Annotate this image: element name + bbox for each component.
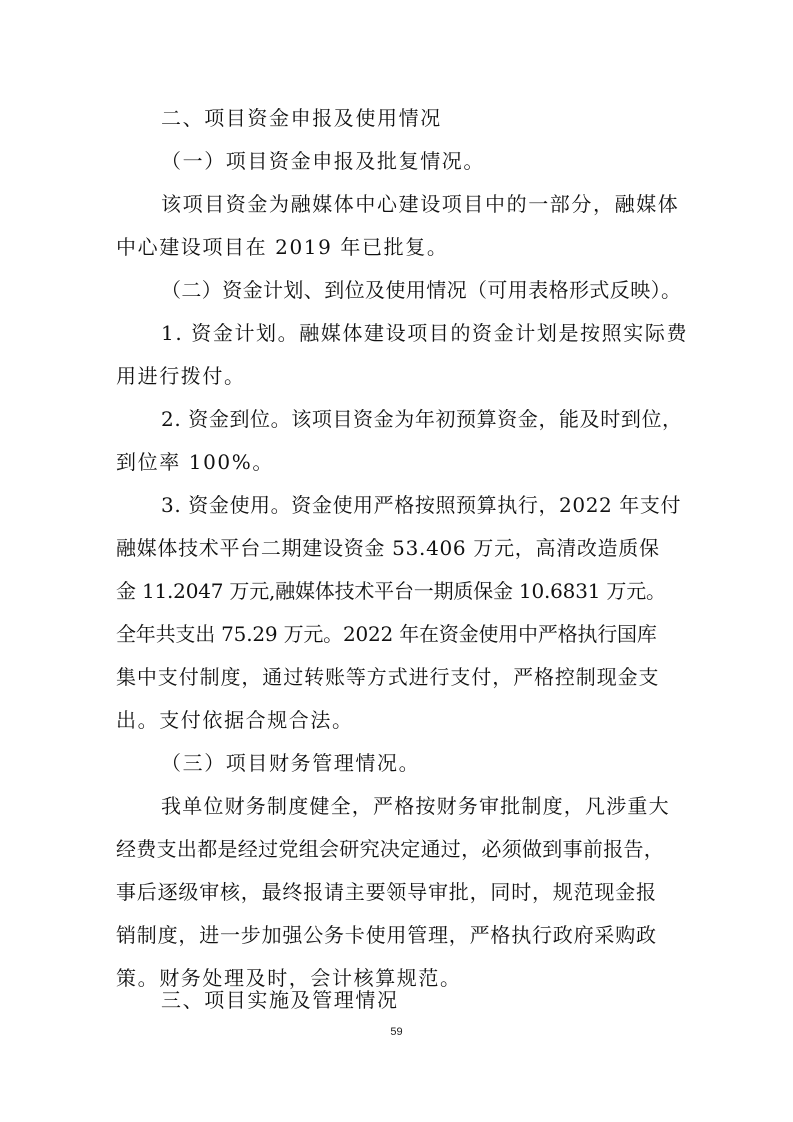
paragraph-line: 中心建设项目在 2019 年已批复。	[116, 235, 449, 259]
paragraph-line: 销制度，进一步加强公务卡使用管理，严格执行政府采购政	[116, 923, 657, 947]
page-number: 59	[390, 1026, 403, 1038]
section-heading-implementation: 三、项目实施及管理情况	[161, 988, 399, 1012]
subsection-heading-application: （一）项目资金申报及批复情况。	[161, 149, 485, 173]
paragraph-line: 该项目资金为融媒体中心建设项目中的一部分，融媒体	[161, 192, 680, 216]
paragraph-line: 集中支付制度，通过转账等方式进行支付，严格控制现金支	[116, 665, 660, 689]
paragraph-line: 事后逐级审核，最终报请主要领导审批，同时，规范现金报	[116, 880, 657, 904]
paragraph-line: 金 11.2047 万元,融媒体技术平台一期质保金 10.6831 万元。	[116, 579, 666, 603]
paragraph-line: 到位率 100%。	[116, 450, 274, 474]
paragraph-line: 策。财务处理及时，会计核算规范。	[116, 966, 462, 990]
paragraph-line: 融媒体技术平台二期建设资金 53.406 万元，高清改造质保	[116, 536, 660, 560]
paragraph-line: 全年共支出 75.29 万元。2022 年在资金使用中严格执行国库	[116, 622, 657, 646]
paragraph-line: 2. 资金到位。该项目资金为年初预算资金，能及时到位，	[161, 407, 683, 431]
paragraph-line: 我单位财务制度健全，严格按财务审批制度，凡涉重大	[161, 794, 670, 818]
paragraph-line: 经费支出都是经过党组会研究决定通过，必须做到事前报告，	[116, 837, 665, 861]
subsection-heading-plan: （二）资金计划、到位及使用情况（可用表格形式反映）。	[161, 278, 682, 302]
paragraph-line: 3. 资金使用。资金使用严格按照预算执行，2022 年支付	[161, 493, 682, 517]
paragraph-line: 出。支付依据合规合法。	[116, 708, 354, 732]
paragraph-line: 1. 资金计划。融媒体建设项目的资金计划是按照实际费	[161, 321, 689, 345]
section-heading-funds: 二、项目资金申报及使用情况	[161, 106, 442, 130]
paragraph-line: 用进行拨付。	[116, 364, 246, 388]
subsection-heading-finance: （三）项目财务管理情况。	[161, 751, 421, 775]
